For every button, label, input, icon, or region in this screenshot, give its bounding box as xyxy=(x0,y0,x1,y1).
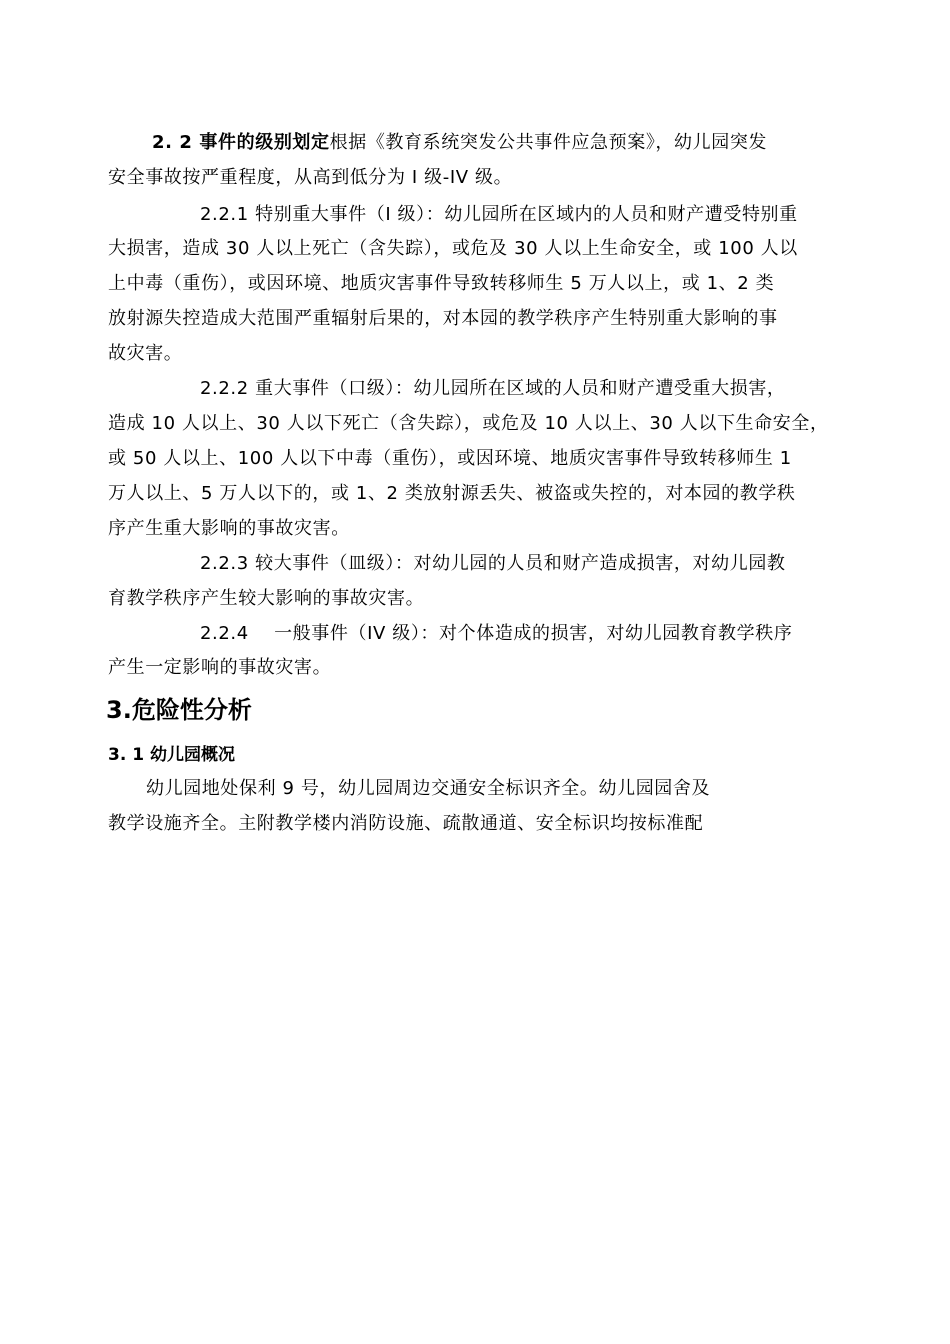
section-3-1-heading: 3. 1 幼儿园概况 xyxy=(108,745,235,765)
paragraph-2-2-2-line-2: 造成 10 人以上、30 人以下死亡（含失踪），或危及 10 人以上、30 人以下生命安全， xyxy=(108,413,829,434)
paragraph-2-2-3-line-2: 育教学秩序产生较大影响的事故灾害。 xyxy=(108,588,425,609)
paragraph-2-2-1-line-4: 放射源失控造成大范围严重辐射后果的，对本园的教学秩序产生特别重大影响的事 xyxy=(108,308,778,329)
paragraph-2-2-line-2: 安全事故按严重程度，从高到低分为 I 级-IV 级。 xyxy=(108,167,513,188)
section-2-2-text: 根据《教育系统突发公共事件应急预案》，幼儿园突发 xyxy=(329,132,768,153)
paragraph-2-2-4-line-1: 2.2.4 一般事件（IV 级）：对个体造成的损害，对幼儿园教育教学秩序 xyxy=(200,623,793,644)
paragraph-2-2-2-line-4: 万人以上、5 万人以下的，或 1、2 类放射源丢失、被盗或失控的，对本园的教学秩 xyxy=(108,483,796,504)
paragraph-2-2-2-line-3: 或 50 人以上、100 人以下中毒（重伤），或因环境、地质灾害事件导致转移师生 1 xyxy=(108,448,792,469)
paragraph-2-2-2-line-1: 2.2.2 重大事件（口级）：幼儿园所在区域的人员和财产遭受重大损害， xyxy=(200,378,786,399)
paragraph-2-2-1-line-1: 2.2.1 特别重大事件（I 级）：幼儿园所在区域内的人员和财产遭受特别重 xyxy=(200,204,798,225)
section-3-heading: 3.危险性分析 xyxy=(106,696,252,724)
paragraph-2-2-3-line-1: 2.2.3 较大事件（皿级）：对幼儿园的人员和财产造成损害，对幼儿园教 xyxy=(200,553,786,574)
paragraph-2-2-1-line-5: 故灾害。 xyxy=(108,343,183,364)
section-2-2-heading: 2. 2 事件的级别划定 xyxy=(152,132,330,153)
paragraph-3-1-line-1: 幼儿园地处保利 9 号，幼儿园周边交通安全标识齐全。幼儿园园舍及 xyxy=(146,778,711,799)
paragraph-2-2-4-line-2: 产生一定影响的事故灾害。 xyxy=(108,657,332,678)
paragraph-3-1-line-2: 教学设施齐全。主附教学楼内消防设施、疏散通道、安全标识均按标准配 xyxy=(108,813,704,834)
paragraph-2-2-1-line-2: 大损害，造成 30 人以上死亡（含失踪），或危及 30 人以上生命安全，或 100 人以 xyxy=(108,238,798,259)
paragraph-2-2-line-1 xyxy=(152,131,767,155)
paragraph-2-2-2-line-5: 序产生重大影响的事故灾害。 xyxy=(108,518,350,539)
paragraph-2-2-1-line-3: 上中毒（重伤），或因环境、地质灾害事件导致转移师生 5 万人以上，或 1、2 类 xyxy=(108,273,775,294)
